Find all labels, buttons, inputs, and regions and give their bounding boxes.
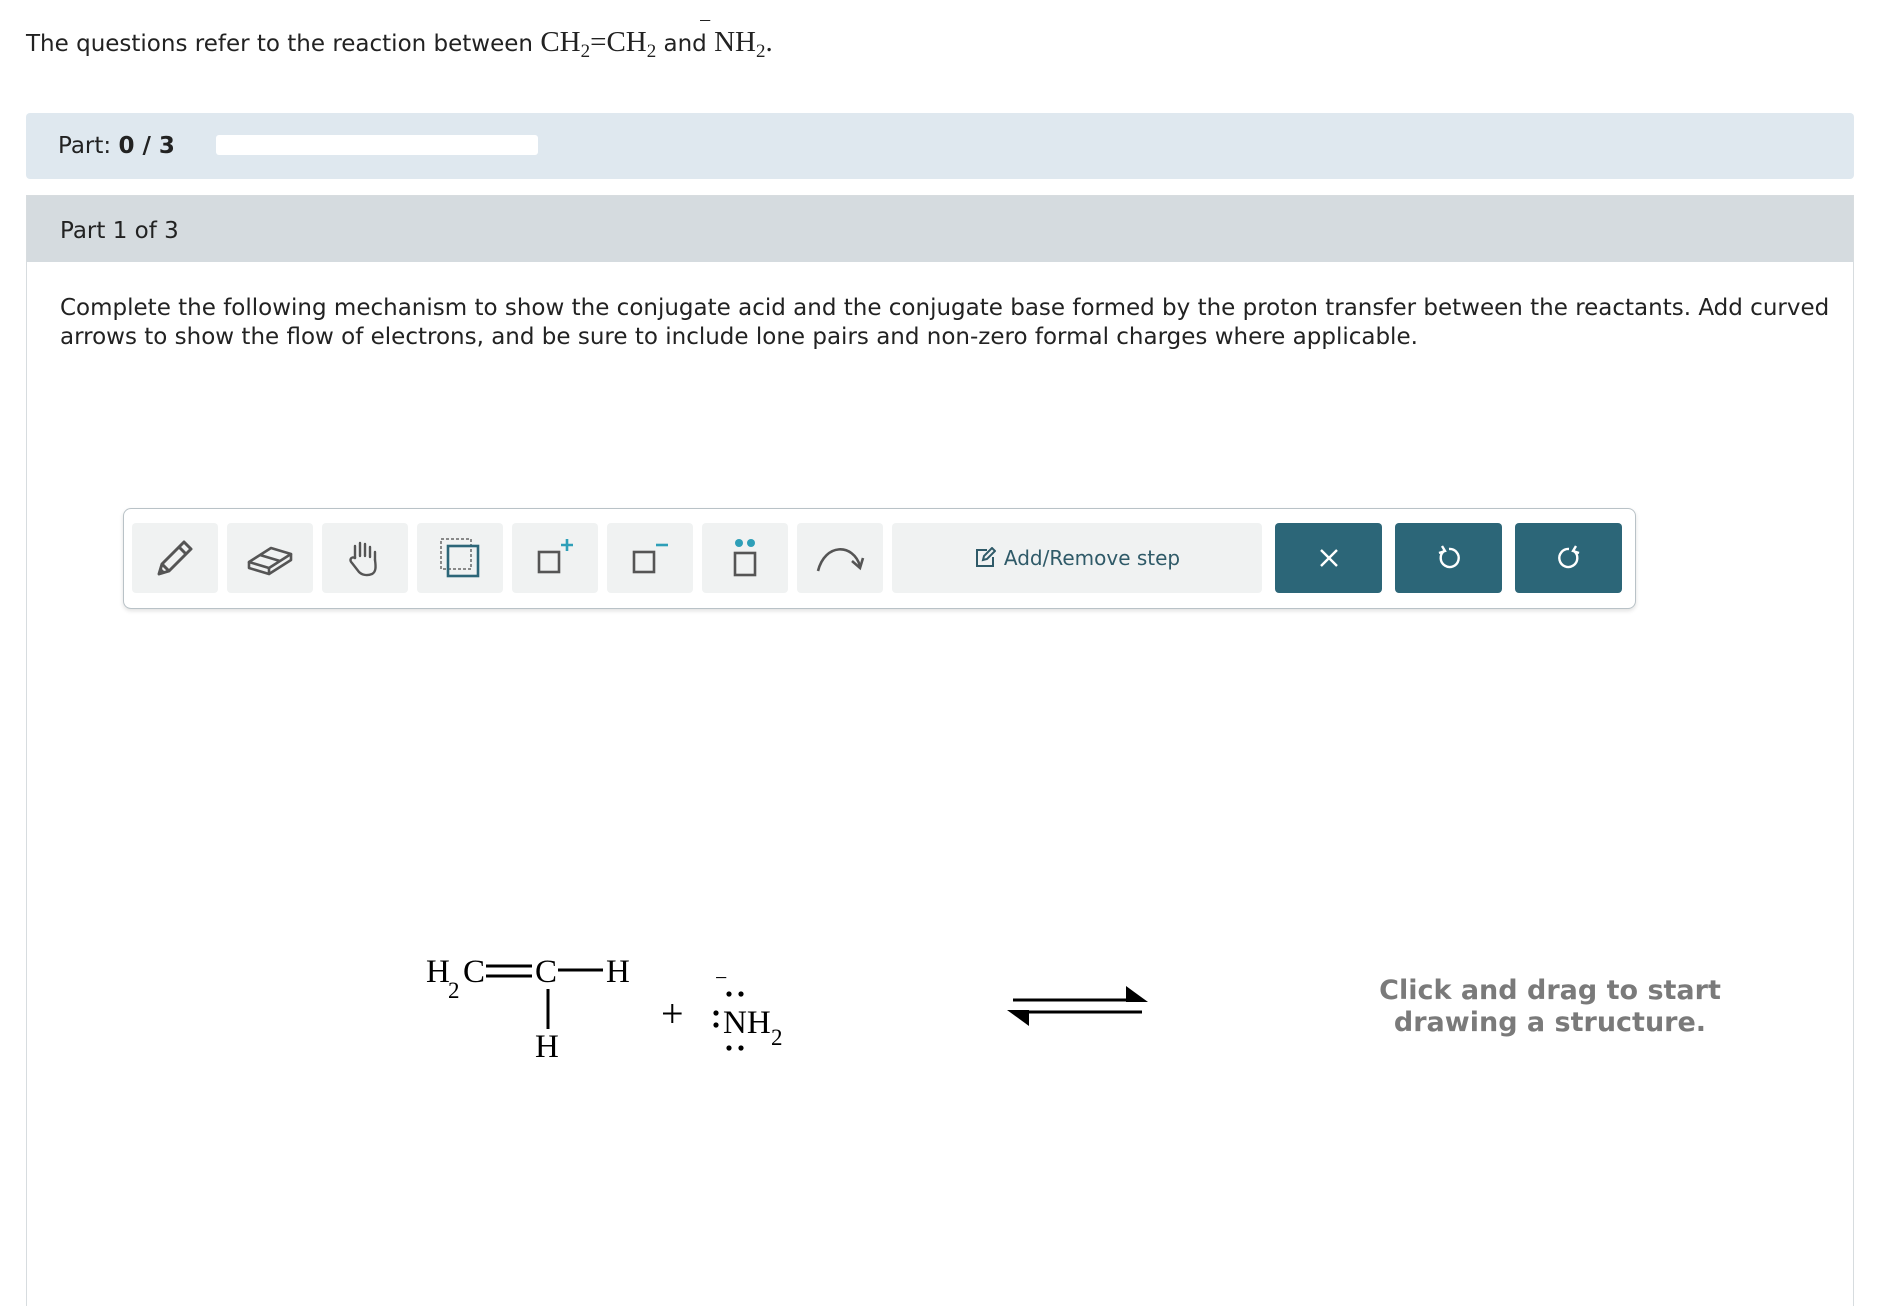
lone-pair-dot xyxy=(738,991,743,996)
ethene-c1: C xyxy=(463,954,486,990)
amide-nh: NH xyxy=(723,1005,771,1041)
plus-sign: + xyxy=(661,991,684,1036)
negative-charge-button[interactable] xyxy=(607,523,693,593)
clear-button[interactable] xyxy=(1275,523,1382,593)
amide-subscript: 2 xyxy=(771,1025,783,1050)
ethene-h-right: H xyxy=(606,954,630,990)
part-header xyxy=(27,196,1853,262)
select-box-icon xyxy=(438,536,482,580)
ethene-h2: H xyxy=(426,954,450,990)
part-progress-bar xyxy=(26,113,1854,179)
drawing-toolbar xyxy=(123,508,1636,609)
eraser-icon xyxy=(245,538,295,578)
curved-arrow-button[interactable] xyxy=(797,523,883,593)
close-icon xyxy=(1317,546,1341,570)
pencil-tool-button[interactable] xyxy=(132,523,218,593)
lone-pair-dot xyxy=(713,1022,718,1027)
lone-pair-dot xyxy=(713,1010,718,1015)
add-lone-pair-icon xyxy=(723,536,767,580)
add-remove-step-label: Add/Remove step xyxy=(1003,546,1181,570)
amide-charge: − xyxy=(715,965,728,990)
undo-icon xyxy=(1436,545,1462,571)
drawing-hint-line1: Click and drag to start xyxy=(1379,975,1721,1006)
add-positive-charge-icon xyxy=(533,536,577,580)
undo-button[interactable] xyxy=(1395,523,1502,593)
drawing-hint-line2: drawing a structure. xyxy=(1393,1007,1707,1038)
ethene-h-bottom: H xyxy=(535,1029,559,1065)
intro-and: and xyxy=(663,31,707,57)
redo-icon xyxy=(1556,545,1582,571)
ethene-c2: C xyxy=(535,954,558,990)
ethene-h2-subscript: 2 xyxy=(448,978,460,1003)
redo-button[interactable] xyxy=(1515,523,1622,593)
curved-arrow-icon xyxy=(813,538,867,578)
lone-pair-dot xyxy=(738,1045,743,1050)
lone-pair-dot xyxy=(726,991,731,996)
add-remove-step-button[interactable] xyxy=(892,523,1262,593)
pan-tool-button[interactable] xyxy=(322,523,408,593)
positive-charge-button[interactable] xyxy=(512,523,598,593)
select-tool-button[interactable] xyxy=(417,523,503,593)
question-intro xyxy=(26,26,773,63)
edit-icon xyxy=(974,547,996,569)
part-progress-value: 0 / 3 xyxy=(118,133,175,159)
drawing-hint[interactable] xyxy=(1350,975,1750,1039)
lone-pair-dot xyxy=(726,1045,731,1050)
amide-formula: – $NH_2$. xyxy=(714,26,773,63)
pencil-icon xyxy=(151,534,199,582)
part-title: Part 1 of 3 xyxy=(60,218,179,244)
ethene-formula: $CH_2=CH_2$ xyxy=(540,26,657,62)
question-card xyxy=(26,195,1854,1306)
instructions-text: Complete the following mechanism to show the conjugate acid and the conjugate base formed by the proton transfer between the reactants. Add curved arrows to show the flow of electrons, and be sure to include lone pairs and non-zero formal charges where applicable. xyxy=(60,295,1830,350)
eraser-tool-button[interactable] xyxy=(227,523,313,593)
part-progress-label: Part: 0 / 3 xyxy=(58,133,175,159)
intro-text: The questions refer to the reaction between xyxy=(26,31,533,57)
double-bond-symbol: = xyxy=(590,26,607,58)
lone-pair-button[interactable] xyxy=(702,523,788,593)
add-negative-charge-icon xyxy=(628,536,672,580)
progress-track xyxy=(216,135,538,155)
hand-icon xyxy=(343,536,387,580)
